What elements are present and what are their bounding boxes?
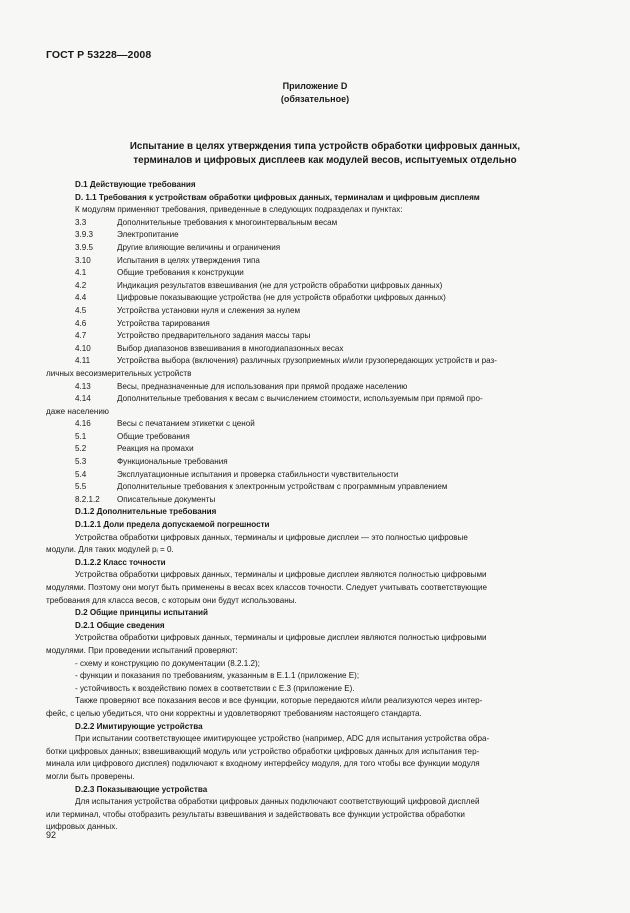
heading-d22: D.2.2 Имитирующие устройства	[75, 721, 203, 731]
item-text: Устройства установки нуля и слежения за нулем	[117, 305, 301, 315]
item-number: 3.9.3	[75, 230, 94, 240]
item-number: 4.4	[75, 293, 87, 303]
item-number: 5.4	[75, 469, 87, 479]
list-item	[46, 305, 586, 318]
list-item	[46, 229, 586, 242]
item-text: Общие требования	[117, 431, 190, 441]
item-continuation: личных весоизмерительных устройств	[46, 368, 192, 378]
heading-d2: D.2 Общие принципы испытаний	[75, 608, 208, 618]
paragraph: требования для класса весов, с которым они будут использованы.	[46, 595, 297, 605]
heading-d21: D.2.1 Общие сведения	[75, 620, 165, 630]
heading-d23: D.2.3 Показывающие устройства	[75, 784, 208, 794]
item-number: 4.16	[75, 419, 91, 429]
item-number: 4.14	[75, 394, 91, 404]
item-text: Дополнительные требования к весам с вычислением стоимости, используемым при прямой про-	[117, 394, 483, 404]
list-item	[46, 355, 586, 368]
annex-title: Приложение D	[282, 81, 348, 91]
paragraph: Устройства обработки цифровых данных, терминалы и цифровые дисплеи — это полностью цифровые	[75, 532, 468, 542]
bullet-item: - схему и конструкцию по документации (8.2.1.2);	[75, 658, 260, 668]
list-item	[46, 242, 586, 255]
item-text: Выбор диапазонов взвешивания в многодиапазонных весах	[117, 343, 344, 353]
list-item	[46, 418, 586, 431]
item-number: 4.13	[75, 381, 91, 391]
item-text: Устройства выбора (включения) различных грузоприемных и/или грузопередающих устройств и раз-	[117, 356, 497, 366]
item-number: 4.5	[75, 305, 87, 315]
paragraph: могли быть проверены.	[46, 771, 135, 781]
list-item	[46, 330, 586, 343]
section-title-line-2: терминалов и цифровых дисплеев как модулей весов, испытуемых отдельно	[133, 155, 517, 166]
item-number: 4.10	[75, 343, 91, 353]
item-text: Испытания в целях утверждения типа	[117, 255, 260, 265]
item-number: 3.10	[75, 255, 91, 265]
paragraph: Также проверяют все показания весов и все функции, которые передаются и/или реализуются через интер-	[75, 696, 483, 706]
paragraph: Устройства обработки цифровых данных, терминалы и цифровые дисплеи являются полностью цифровыми	[75, 570, 487, 580]
list-item	[46, 381, 586, 394]
heading-d121: D.1.2.1 Доли предела допускаемой погрешности	[75, 520, 270, 530]
item-text: Описательные документы	[117, 494, 216, 504]
list-item	[46, 456, 586, 469]
paragraph: минала или цифрового дисплея) подключают к входному интерфейсу модуля, для того чтобы все функции модуля	[46, 759, 480, 769]
item-number: 4.1	[75, 268, 87, 278]
paragraph: Устройства обработки цифровых данных, терминалы и цифровые дисплеи являются полностью цифровыми	[75, 633, 487, 643]
item-text: Другие влияющие величины и ограничения	[117, 242, 281, 252]
paragraph: модулями. При проведении испытаний проверяют:	[46, 645, 238, 655]
item-number: 3.9.5	[75, 242, 94, 252]
list-item	[46, 267, 586, 280]
item-text: Функциональные требования	[117, 457, 228, 467]
paragraph: ботки цифровых данных; взвешивающий модуль или устройство обработки цифровых данных для испытания тер-	[46, 746, 480, 756]
item-number: 8.2.1.2	[75, 494, 100, 504]
section-title-line-1: Испытание в целях утверждения типа устройств обработки цифровых данных,	[129, 141, 521, 152]
paragraph: К модулям применяют требования, приведенные в следующих подразделах и пунктах:	[75, 205, 403, 215]
item-text: Устройства тарирования	[117, 318, 210, 328]
bullet-item: - функции и показания по требованиям, указанным в Е.1.1 (приложение Е);	[75, 671, 360, 681]
item-text: Электропитание	[117, 230, 179, 240]
list-item	[46, 431, 586, 444]
item-number: 4.2	[75, 280, 87, 290]
item-text: Эксплуатационные испытания и проверка стабильности чувствительности	[117, 469, 399, 479]
list-item	[46, 443, 586, 456]
list-item	[46, 469, 586, 482]
paragraph: модули. Для таких модулей pᵢ = 0.	[46, 545, 174, 555]
list-item	[46, 494, 586, 507]
standard-header: ГОСТ Р 53228—2008	[46, 49, 152, 61]
item-number: 3.3	[75, 217, 87, 227]
item-text: Дополнительные требования к многоинтервальным весам	[117, 217, 338, 227]
paragraph: или терминал, чтобы отобразить результаты взвешивания и задействовать все функции устройства обработки	[46, 809, 465, 819]
item-text: Индикация результатов взвешивания (не для устройств обработки цифровых данных)	[117, 280, 443, 290]
heading-d12: D.1.2 Дополнительные требования	[75, 507, 217, 517]
item-text: Дополнительные требования к электронным устройствам с программным управлением	[117, 482, 448, 492]
paragraph: фейс, с целью убедиться, что они корректны и удовлетворяют требованиям настоящего стандарта.	[46, 708, 422, 718]
heading-d11: D. 1.1 Требования к устройствам обработки цифровых данных, терминалам и цифровым дисплеям	[75, 192, 480, 202]
item-number: 5.1	[75, 431, 87, 441]
heading-d122: D.1.2.2 Класс точности	[75, 557, 166, 567]
heading-d1: D.1 Действующие требования	[75, 180, 196, 189]
item-text: Устройство предварительного задания массы тары	[117, 331, 311, 341]
list-item	[46, 280, 586, 293]
item-number: 5.5	[75, 482, 87, 492]
item-number: 5.3	[75, 457, 87, 467]
bullet-item: - устойчивость к воздействию помех в соответствии с Е.3 (приложение Е).	[75, 683, 355, 693]
list-item	[46, 255, 586, 268]
item-text: Весы, предназначенные для использования при прямой продаже населению	[117, 381, 408, 391]
item-number: 5.2	[75, 444, 87, 454]
paragraph: Для испытания устройства обработки цифровых данных подключают соответствующий цифровой дисплей	[75, 797, 480, 807]
item-text: Общие требования к конструкции	[117, 268, 244, 278]
document-body	[46, 179, 586, 834]
list-item	[46, 217, 586, 230]
list-item	[46, 393, 586, 406]
list-item	[46, 292, 586, 305]
paragraph: цифровых данных.	[46, 822, 118, 832]
page-number: 92	[46, 830, 57, 840]
item-text: Весы с печатанием этикетки с ценой	[117, 419, 255, 429]
item-text: Реакция на промахи	[117, 444, 194, 454]
paragraph: При испытании соответствующее имитирующее устройство (например, ADC для испытания устройства обра-	[75, 734, 490, 744]
list-item	[46, 318, 586, 331]
annex-status: (обязательное)	[280, 94, 350, 104]
paragraph: модулями. Поэтому они могут быть применены в весах всех классов точности. Следует учитывать соответствующие	[46, 583, 488, 592]
list-item	[46, 343, 586, 356]
item-text: Цифровые показывающие устройства (не для устройств обработки цифровых данных)	[117, 293, 446, 303]
item-number: 4.7	[75, 331, 87, 341]
item-number: 4.11	[75, 356, 91, 366]
item-continuation: даже населению	[46, 406, 109, 416]
item-number: 4.6	[75, 318, 87, 328]
list-item	[46, 481, 586, 494]
